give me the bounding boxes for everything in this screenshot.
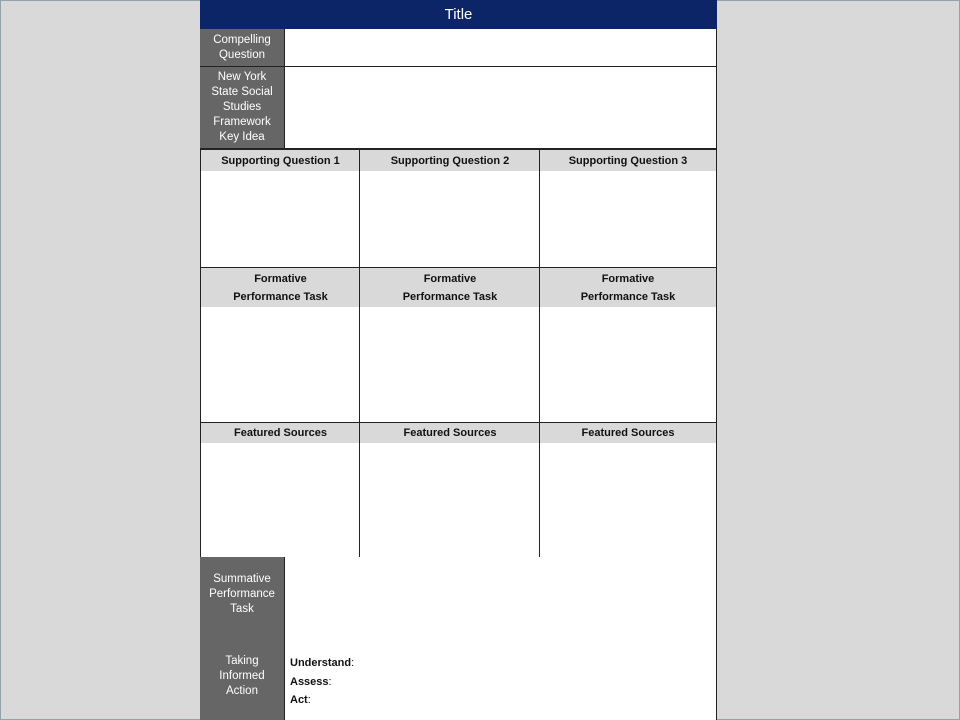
assess-term: Assess: [290, 675, 329, 688]
featured-sources-2-label: Featured Sources: [403, 427, 497, 439]
formative-task-2-field[interactable]: [359, 307, 540, 423]
supporting-question-3-field[interactable]: [539, 171, 717, 268]
understand-line: [290, 654, 354, 673]
taking-informed-action-prompts: [290, 654, 354, 710]
understand-term: Understand: [290, 657, 352, 669]
title-bar: [200, 0, 717, 29]
formative-task-2-label: Formative Performance Task: [402, 272, 498, 303]
formative-task-3-header: [539, 267, 717, 308]
formative-task-1-header: [200, 267, 360, 308]
act-colon: :: [307, 694, 311, 706]
featured-sources-1-label: Featured Sources: [234, 427, 327, 439]
inquiry-template: [200, 0, 717, 720]
supporting-question-1-header: [200, 149, 360, 172]
compelling-question-label: [200, 29, 284, 67]
formative-task-3-field[interactable]: [539, 307, 717, 423]
featured-sources-3-header: [539, 422, 717, 444]
compelling-question-field[interactable]: [284, 29, 717, 67]
featured-sources-1-header: [200, 422, 360, 444]
compelling-question-text: Compelling Question: [213, 33, 271, 61]
understand-colon: :: [351, 657, 355, 669]
supporting-question-2-field[interactable]: [359, 171, 540, 268]
framework-key-idea-field[interactable]: [284, 67, 717, 149]
summative-task-text: Summative Performance Task: [209, 573, 275, 615]
formative-task-3-label: Formative Performance Task: [580, 272, 676, 303]
summative-task-field[interactable]: [284, 557, 717, 633]
act-term: Act: [290, 694, 308, 706]
supporting-question-1-label: Supporting Question 1: [221, 154, 340, 167]
formative-task-1-label: Formative Performance Task: [233, 272, 328, 303]
taking-informed-action-label: [200, 632, 284, 720]
assess-line: [290, 673, 354, 692]
taking-informed-action-text: Taking Informed Action: [219, 654, 265, 697]
framework-key-idea-text: New York State Social Studies Framework Key Idea: [211, 71, 273, 143]
act-line: [290, 691, 354, 710]
formative-task-2-header: [359, 267, 540, 308]
featured-sources-3-label: Featured Sources: [581, 427, 675, 439]
framework-key-idea-label: [200, 67, 284, 149]
supporting-question-3-label: Supporting Question 3: [568, 154, 688, 167]
supporting-question-3-header: [539, 149, 717, 172]
summative-task-label: [200, 557, 284, 633]
featured-sources-2-header: [359, 422, 540, 444]
template-title: Title: [444, 6, 473, 23]
supporting-question-2-label: Supporting Question 2: [390, 154, 510, 167]
supporting-question-2-header: [359, 149, 540, 172]
featured-sources-1-field[interactable]: [200, 443, 360, 558]
formative-task-1-field[interactable]: [200, 307, 360, 423]
supporting-question-1-field[interactable]: [200, 171, 360, 268]
assess-colon: :: [328, 675, 332, 688]
featured-sources-3-field[interactable]: [539, 443, 717, 558]
featured-sources-2-field[interactable]: [359, 443, 540, 558]
